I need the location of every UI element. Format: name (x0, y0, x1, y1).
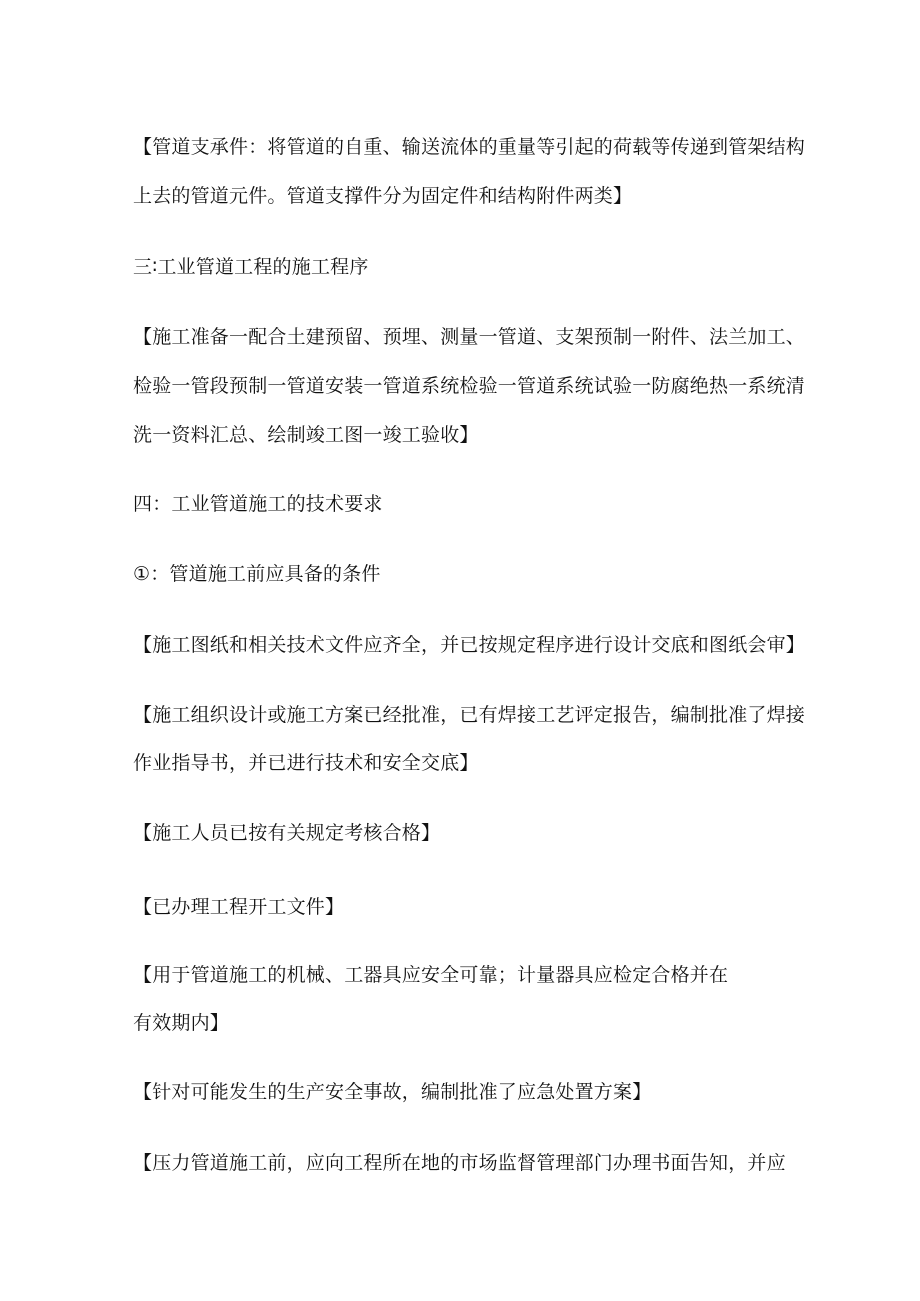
condition-item-2-line-2: 作业指导书，并已进行技术和安全交底】 (133, 752, 479, 774)
paragraph-pipe-support-line-1: 【管道支承件：将管道的自重、输送流体的重量等引起的荷载等传递到管架结构 (133, 136, 806, 158)
condition-item-4: 【已办理工程开工文件】 (133, 896, 345, 918)
condition-item-2-line-1: 【施工组织设计或施工方案已经批准，已有焊接工艺评定报告，编制批准了焊接 (133, 704, 806, 726)
paragraph-pipe-support-line-2: 上去的管道元件。管道支撑件分为固定件和结构附件两类】 (133, 185, 633, 207)
condition-item-6: 【针对可能发生的生产安全事故，编制批准了应急处置方案】 (133, 1081, 652, 1103)
condition-item-7: 【压力管道施工前，应向工程所在地的市场监督管理部门办理书面告知，并应 (133, 1152, 786, 1174)
paragraph-procedure-line-1: 【施工准备一配合土建预留、预埋、测量一管道、支架预制一附件、法兰加工、 (133, 326, 806, 348)
condition-item-1: 【施工图纸和相关技术文件应齐全，并已按规定程序进行设计交底和图纸会审】 (133, 634, 806, 656)
paragraph-procedure-line-2: 检验一管段预制一管道安装一管道系统检验一管道系统试验一防腐绝热一系统清 (133, 375, 806, 397)
section-heading-3: 三∶工业管道工程的施工程序 (133, 256, 369, 278)
condition-item-3: 【施工人员已按有关规定考核合格】 (133, 822, 441, 844)
condition-item-5-line-2: 有效期内】 (133, 1012, 230, 1034)
paragraph-procedure-line-3: 洗一资料汇总、绘制竣工图一竣工验收】 (133, 424, 479, 446)
subsection-heading-1: ①：管道施工前应具备的条件 (133, 563, 381, 585)
section-heading-4: 四：工业管道施工的技术要求 (133, 493, 383, 515)
condition-item-5-line-1: 【用于管道施工的机械、工器具应安全可靠；计量器具应检定合格并在 (133, 964, 729, 986)
